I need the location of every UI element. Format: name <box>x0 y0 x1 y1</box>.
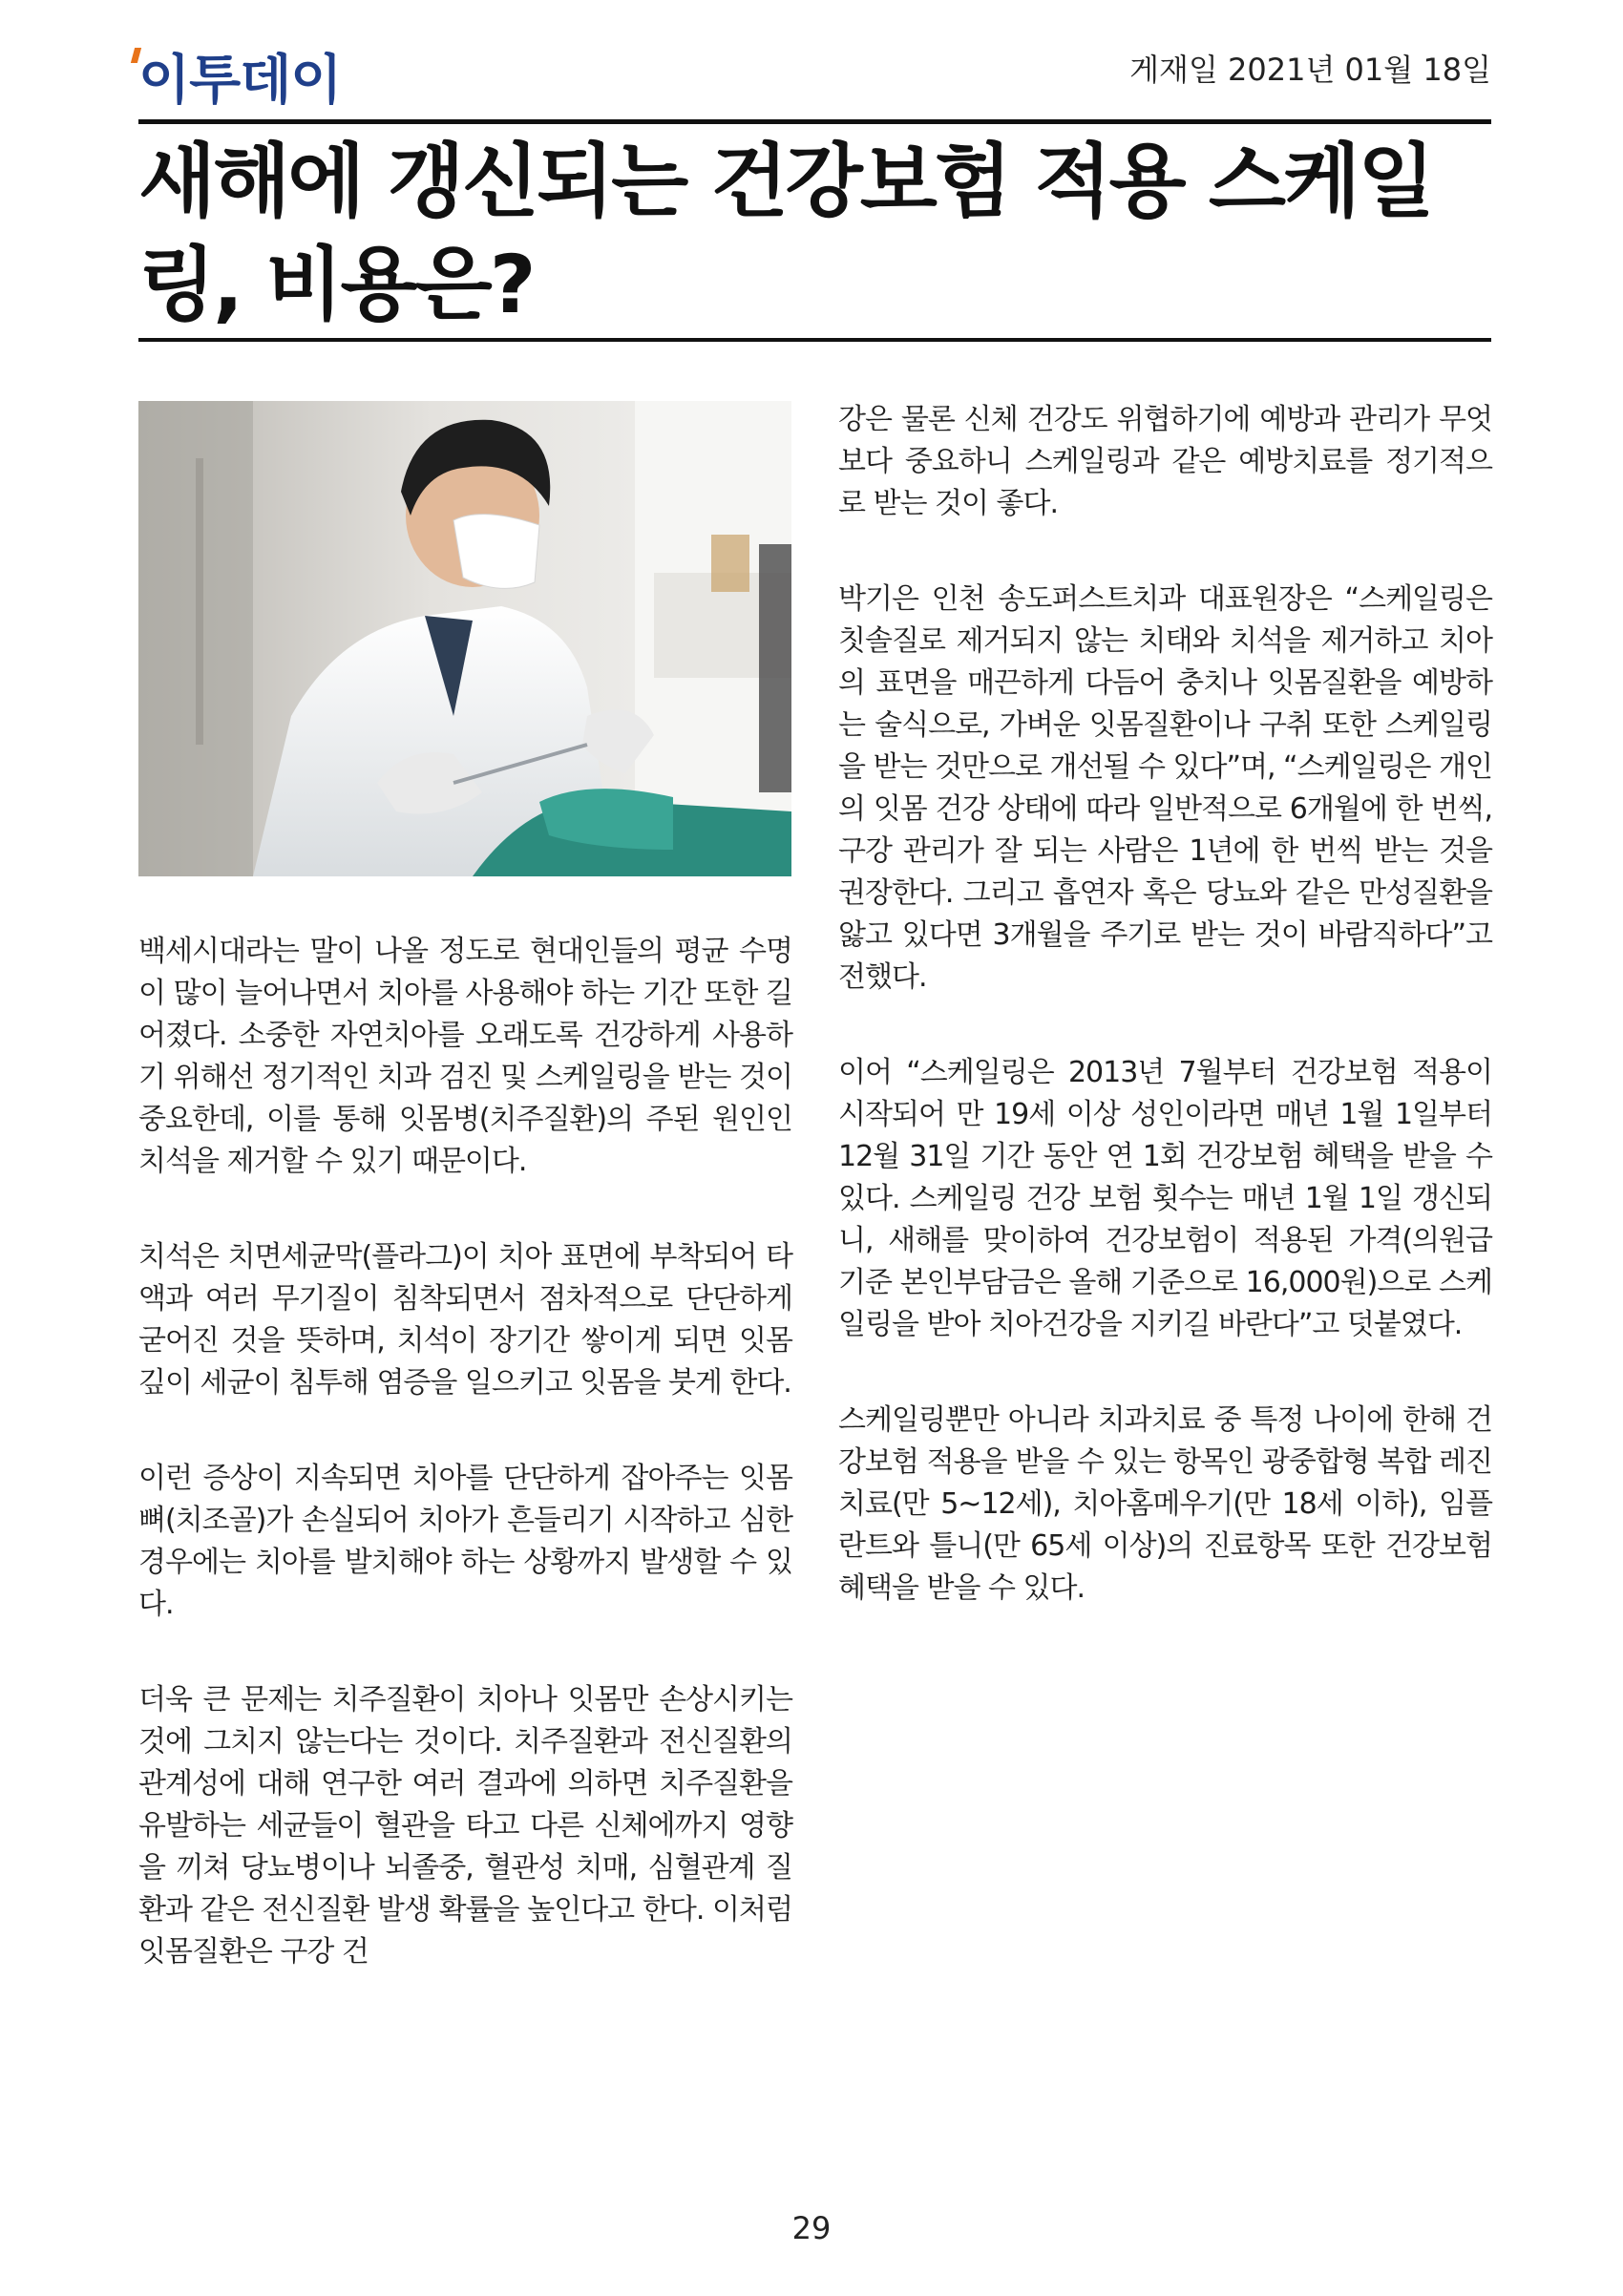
publication-date: 게재일 2021년 01월 18일 <box>1129 52 1491 88</box>
article-paragraph: 이런 증상이 지속되면 치아를 단단하게 잡아주는 잇몸뼈(치조골)가 손실되어 치아가 흔들리기 시작하고 심한 경우에는 치아를 발치해야 하는 상황까지 발생할 수 있다. <box>138 1462 792 1621</box>
article-paragraph: 치석은 치면세균막(플라그)이 치아 표면에 부착되어 타액과 여러 무기질이 침착되면서 점차적으로 단단하게 굳어진 것을 뜻하며, 치석이 장기간 쌓이게 되면 잇몸 깊이 세균이 침투해 염증을 일으키고 잇몸을 붓게 한다. <box>138 1240 792 1400</box>
article-headline: 새해에 갱신되는 건강보험 적용 스케일링, 비용은? <box>138 135 1433 331</box>
article-paragraph: 스케일링뿐만 아니라 치과치료 중 특정 나이에 한해 건강보험 적용을 받을 수 있는 항목인 광중합형 복합 레진치료(만 5~12세), 치아홈메우기(만 18세 이하), 임플란트와 틀니(만 65세 이상)의 진료항목 또한 건강보험 혜택을 받을 수 있다. <box>838 1403 1492 1605</box>
article-paragraph: 강은 물론 신체 건강도 위협하기에 예방과 관리가 무엇보다 중요하니 스케일링과 같은 예방치료를 정기적으로 받는 것이 좋다. <box>838 403 1492 520</box>
newspaper-logo <box>138 38 341 115</box>
logo-text: 이투데이 <box>138 50 342 112</box>
article-paragraph: 이어 “스케일링은 2013년 7월부터 건강보험 적용이 시작되어 만 19세 이상 성인이라면 매년 1월 1일부터 12월 31일 기간 동안 연 1회 건강보험 혜택을 받을 수 있다. 스케일링 건강 보험 횟수는 매년 1월 1일 갱신되니, 새해를 맞이하여 건강보험이 적용된 가격(의원급 기준 본인부담금은 올해 기준으로 16,000원)으로 스케일링을 받아 치아건강을 지키길 바란다”고 덧붙였다. <box>838 1056 1492 1341</box>
article-photo <box>138 401 791 876</box>
headline-divider <box>138 338 1491 342</box>
article-paragraph: 백세시대라는 말이 나올 정도로 현대인들의 평균 수명이 많이 늘어나면서 치아를 사용해야 하는 기간 또한 길어졌다. 소중한 자연치아를 오래도록 건강하게 사용하기 위해선 정기적인 치과 검진 및 스케일링을 받는 것이 중요한데, 이를 통해 잇몸병(치주질환)의 주된 원인인 치석을 제거할 수 있기 때문이다. <box>138 935 792 1178</box>
page-number: 29 <box>791 2210 832 2246</box>
article-column-right <box>838 399 1492 1663</box>
article-paragraph: 박기은 인천 송도퍼스트치과 대표원장은 “스케일링은 칫솔질로 제거되지 않는 치태와 치석을 제거하고 치아의 표면을 매끈하게 다듬어 충치나 잇몸질환을 예방하는 술식으로, 가벼운 잇몸질환이나 구취 또한 스케일링을 받는 것만으로 개선될 수 있다”며, “스케일링은 개인의 잇몸 건강 상태에 따라 일반적으로 6개월에 한 번씩, 구강 관리가 잘 되는 사람은 1년에 한 번씩 받는 것을 권장한다. 그리고 흡연자 혹은 당뇨와 같은 만성질환을 앓고 있다면 3개월을 주기로 받는 것이 바람직하다”고 전했다. <box>838 582 1492 994</box>
article-paragraph: 더욱 큰 문제는 치주질환이 치아나 잇몸만 손상시키는 것에 그치지 않는다는 것이다. 치주질환과 전신질환의 관계성에 대해 연구한 여러 결과에 의하면 치주질환을 유발하는 세균들이 혈관을 타고 다른 신체에까지 영향을 끼쳐 당뇨병이나 뇌졸중, 혈관성 치매, 심혈관계 질환과 같은 전신질환 발생 확률을 높인다고 한다. 이처럼 잇몸질환은 구강 건 <box>138 1683 792 1969</box>
article-column-left <box>138 931 792 2027</box>
dentist-photo-illustration <box>138 401 791 876</box>
top-divider <box>138 119 1491 124</box>
